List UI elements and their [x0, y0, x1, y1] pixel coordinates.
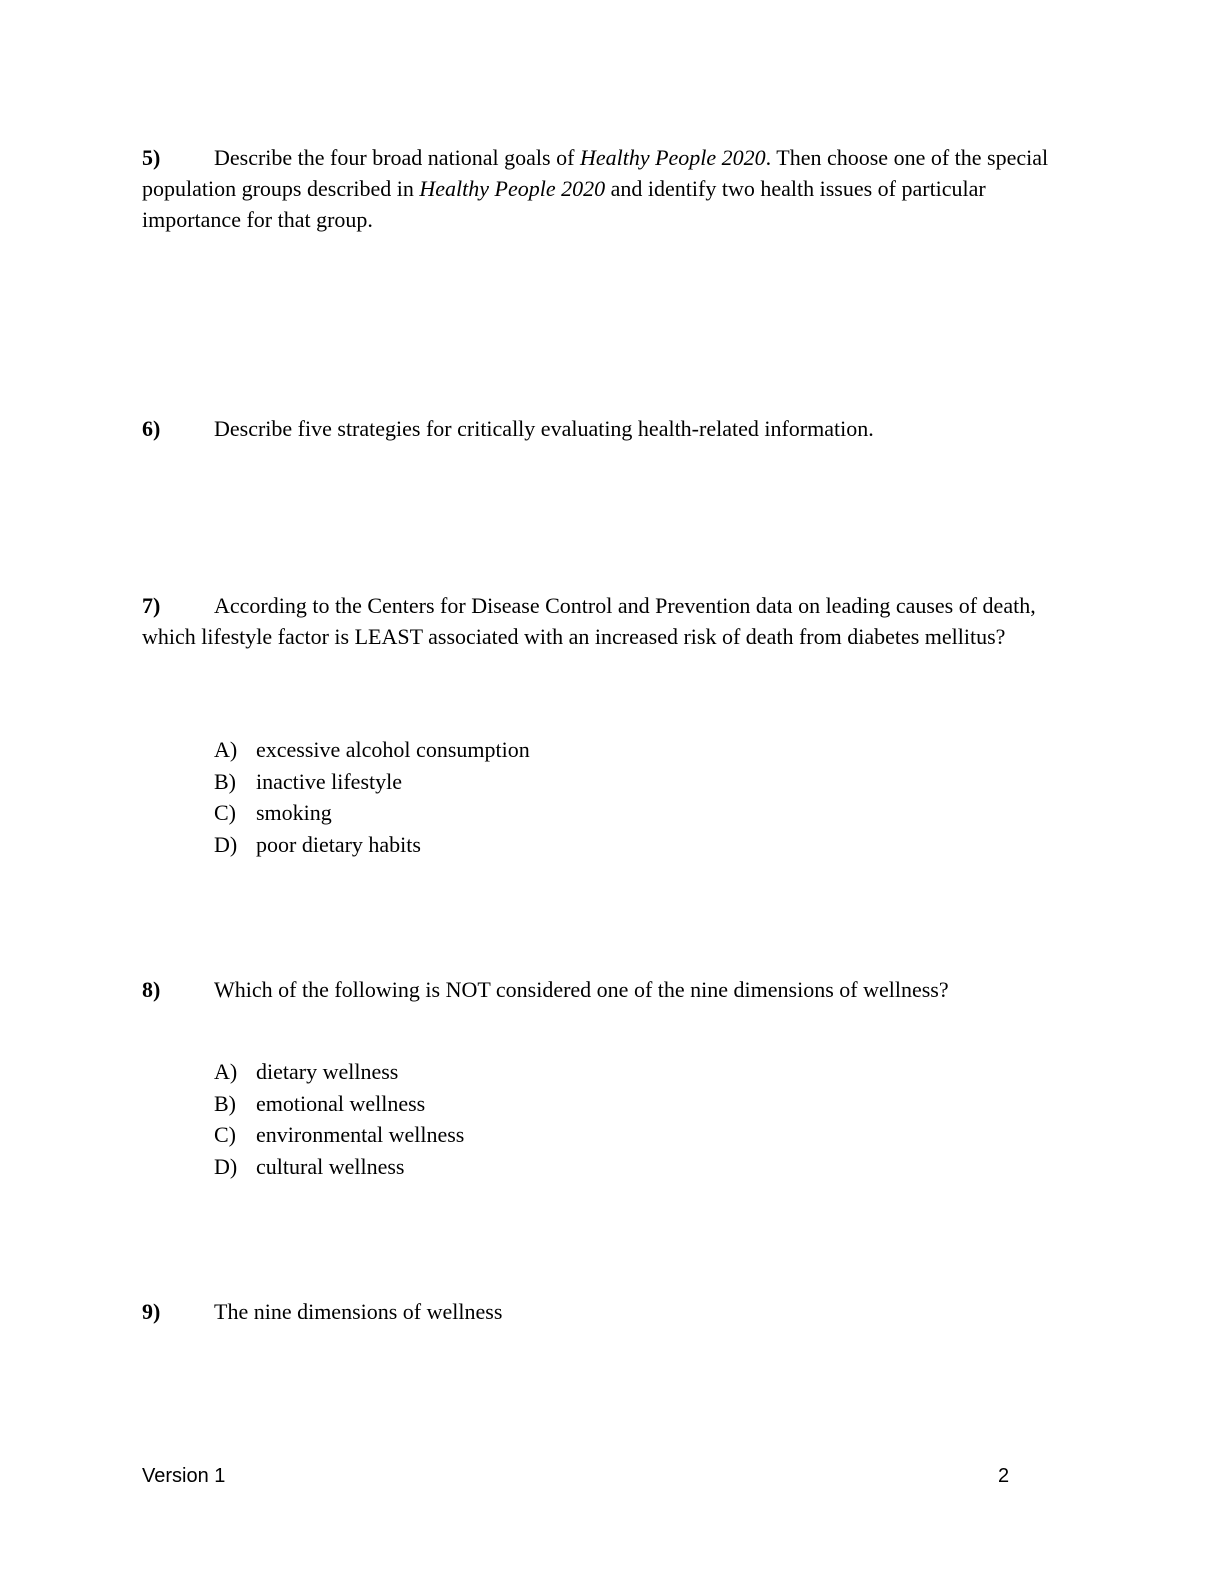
question-8-options — [214, 1056, 464, 1182]
question-5: 5) Describe the four broad national goals of Healthy People 2020. Then choose one of the special population groups described in Healthy People 2020 and identify two health issues of particular importance for that group. — [142, 145, 1049, 232]
question-7: 7) According to the Centers for Disease Control and Prevention data on leading causes of death, which lifestyle factor is LEAST associated with an increased risk of death from diabetes mellitus? — [142, 593, 1036, 649]
option: C) smoking — [214, 800, 332, 825]
option: A) dietary wellness — [214, 1059, 399, 1084]
question-6: 6) Describe five strategies for critically evaluating health-related information. — [142, 416, 874, 441]
option: A) excessive alcohol consumption — [214, 737, 530, 762]
question-8: 8) Which of the following is NOT considered one of the nine dimensions of wellness? — [142, 977, 949, 1002]
question-9: 9) The nine dimensions of wellness — [142, 1299, 503, 1324]
option: B) emotional wellness — [214, 1090, 426, 1116]
question-7-options — [214, 734, 530, 860]
page-number: 2 — [998, 1465, 1010, 1487]
option: D) cultural wellness — [214, 1153, 405, 1179]
footer-version: Version 1 — [142, 1465, 226, 1487]
option: D) poor dietary habits — [214, 831, 421, 857]
option: B) inactive lifestyle — [214, 768, 402, 794]
option: C) environmental wellness — [214, 1122, 465, 1147]
